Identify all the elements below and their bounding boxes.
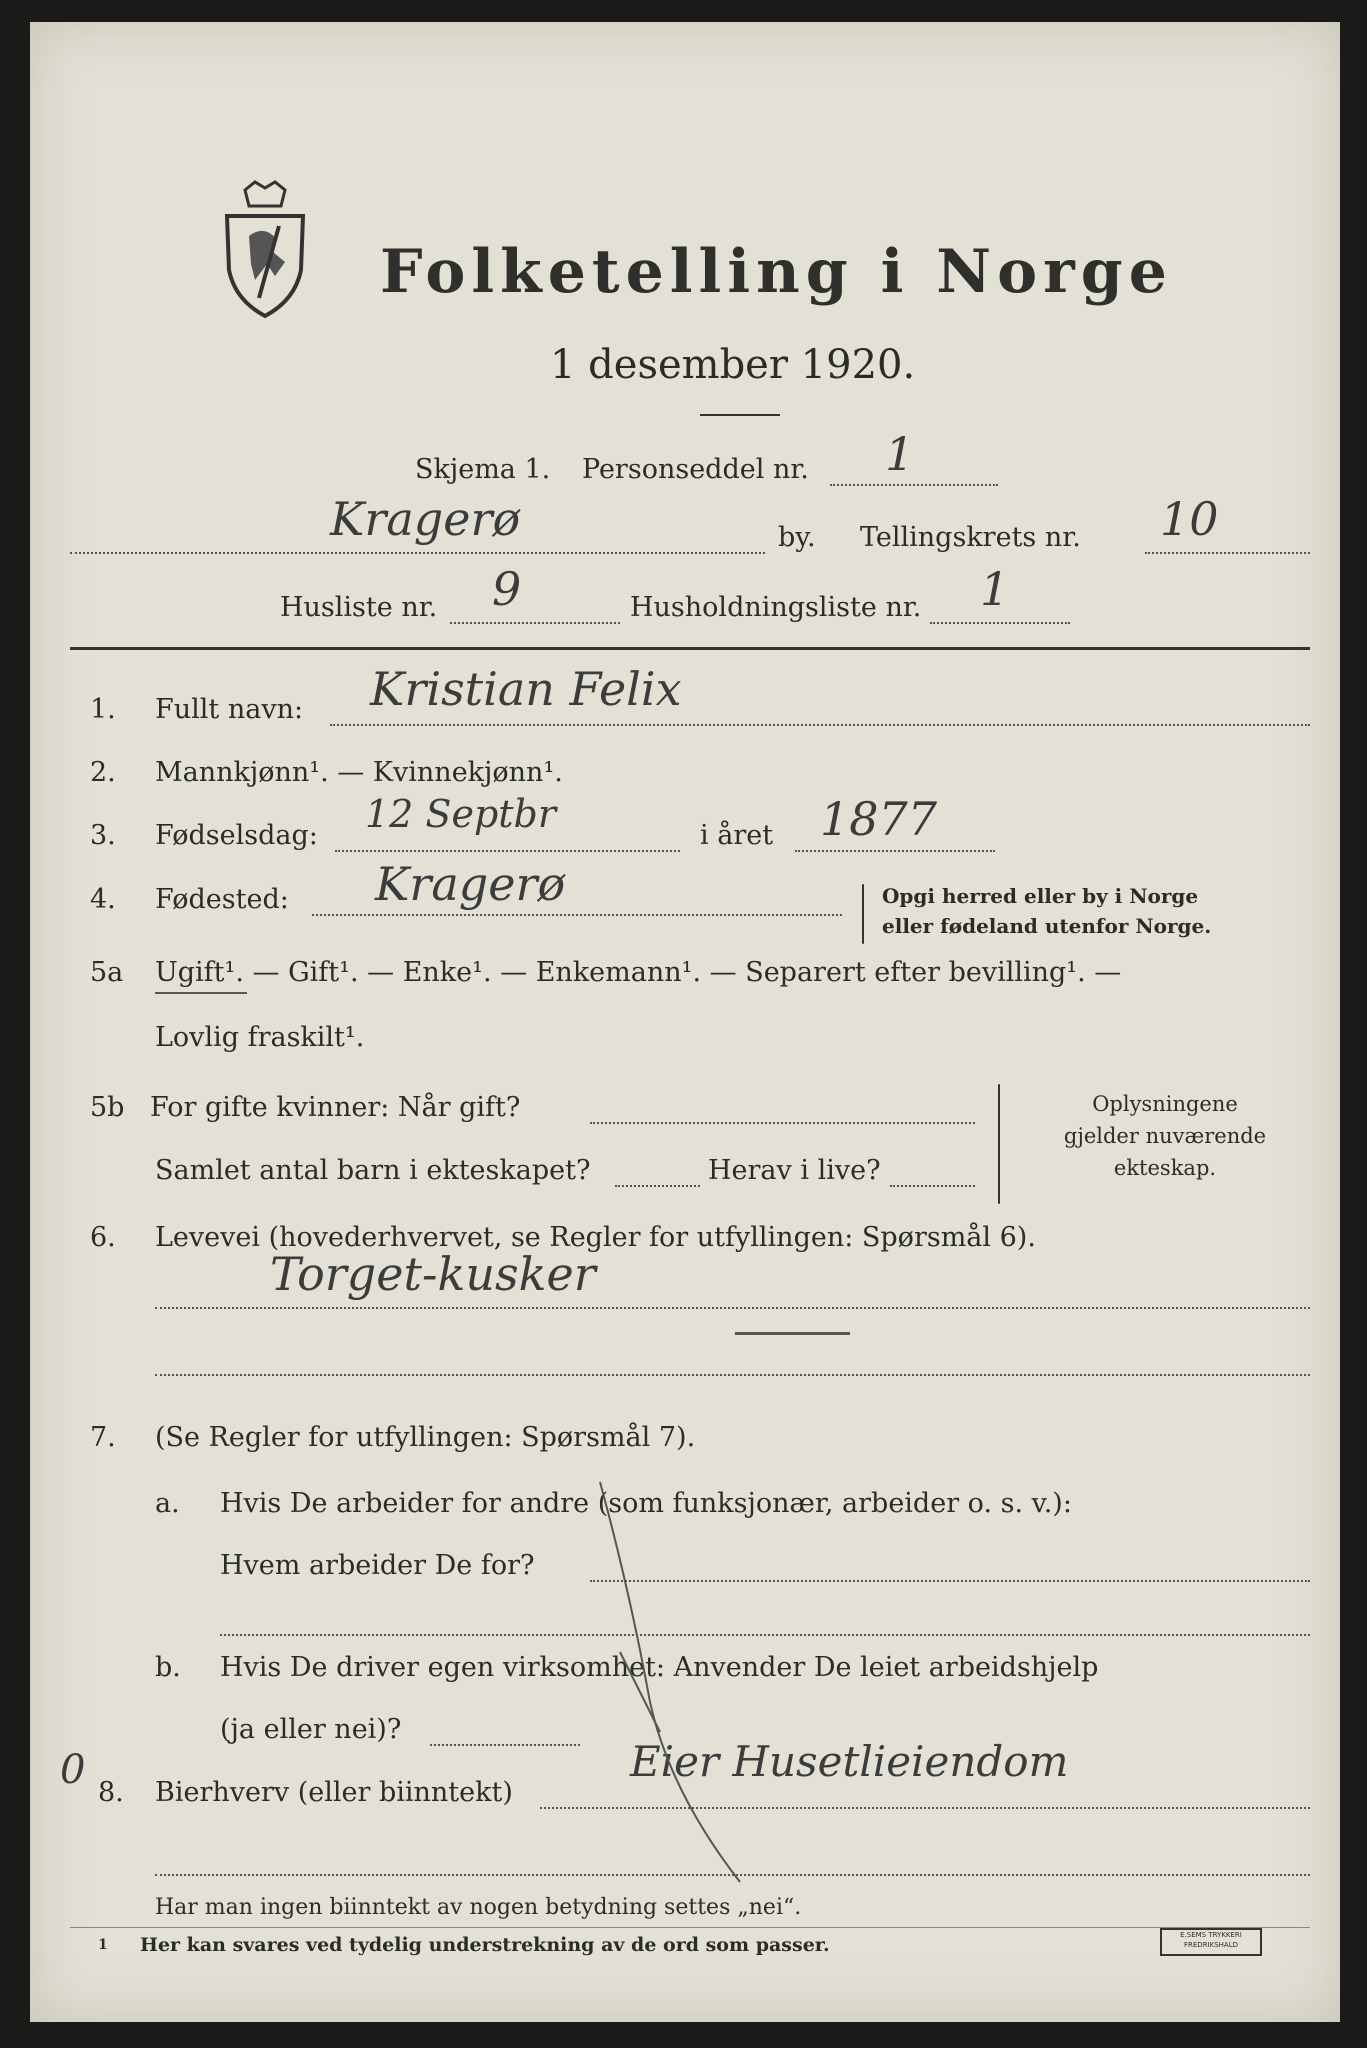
footnote-text: Her kan svares ved tydelig understrekning av de ord som passer. xyxy=(140,1934,830,1956)
q5b-label-1: For gifte kvinner: Når gift? xyxy=(150,1092,521,1123)
q3-number: 3. xyxy=(90,820,116,851)
q7b-letter: b. xyxy=(155,1652,181,1683)
q4-note-1: Opgi herred eller by i Norge xyxy=(882,884,1199,908)
q5b-note-3: ekteskap. xyxy=(1113,1156,1217,1180)
printer-stamp-line-1: E.SEMS TRYKKERI xyxy=(1180,1931,1242,1939)
q6-number: 6. xyxy=(90,1222,116,1253)
q4-number: 4. xyxy=(90,884,116,915)
q3-line xyxy=(335,850,680,852)
q8-number: 8. xyxy=(98,1777,124,1808)
q4-label: Fødested: xyxy=(155,884,289,915)
q3-year-value[interactable]: 1877 xyxy=(820,792,938,846)
city-value[interactable]: Kragerø xyxy=(330,492,521,546)
tellingskrets-label: Tellingskrets nr. xyxy=(860,522,1081,553)
q8-label: Bierhverv (eller biinntekt) xyxy=(155,1777,513,1808)
header-rule xyxy=(70,647,1310,650)
coat-of-arms-icon xyxy=(215,180,315,320)
q6-line-2 xyxy=(155,1374,1310,1376)
form-date: 1 desember 1920. xyxy=(550,342,916,388)
city-line xyxy=(70,552,765,554)
q5b-note-1: Oplysningene xyxy=(1092,1092,1238,1116)
q5b-children-line[interactable] xyxy=(615,1185,700,1187)
q1-value[interactable]: Kristian Felix xyxy=(370,662,682,716)
husholdning-line xyxy=(930,622,1070,624)
q3-year-label: i året xyxy=(700,820,774,851)
q5b-number: 5b xyxy=(90,1092,125,1123)
husliste-label: Husliste nr. xyxy=(280,592,438,623)
q7a-letter: a. xyxy=(155,1488,180,1519)
by-label: by. xyxy=(778,522,816,553)
printer-stamp-line-2: FREDRIKSHALD xyxy=(1183,1941,1238,1949)
q1-label: Fullt navn: xyxy=(155,694,304,725)
q1-number: 1. xyxy=(90,694,116,725)
q4-value[interactable]: Kragerø xyxy=(375,857,566,911)
footnote-marker: 1 xyxy=(98,1937,108,1953)
q6-underline-mark xyxy=(735,1332,850,1335)
crossout-stroke xyxy=(590,1472,770,1892)
q4-note-2: eller fødeland utenfor Norge. xyxy=(882,914,1212,938)
q5b-when-line[interactable] xyxy=(590,1122,975,1124)
husholdning-value[interactable]: 1 xyxy=(980,562,1010,616)
printer-stamp xyxy=(1160,1928,1262,1956)
q5b-label-2: Samlet antal barn i ekteskapet? xyxy=(155,1155,591,1186)
q3-label: Fødselsdag: xyxy=(155,820,318,851)
personseddel-line xyxy=(830,484,998,486)
husliste-line xyxy=(450,622,620,624)
q5b-brace xyxy=(998,1084,1000,1204)
q2-label: Mannkjønn¹. — Kvinnekjønn¹. xyxy=(155,757,563,788)
q5b-note-2: gjelder nuværende xyxy=(1063,1124,1267,1148)
q8-note: Har man ingen biinntekt av nogen betydning settes „nei“. xyxy=(155,1895,802,1920)
q5a-label-2: Lovlig fraskilt¹. xyxy=(155,1022,365,1053)
tellingskrets-value[interactable]: 10 xyxy=(1160,492,1219,546)
q7b-line-1: Hvis De driver egen virksomhet: Anvender De leiet arbeidshjelp xyxy=(220,1652,1099,1683)
tellingskrets-line xyxy=(1145,552,1310,554)
q8-margin-mark: 0 xyxy=(60,1747,86,1793)
q5a-label-1: Ugift¹. — Gift¹. — Enke¹. — Enkemann¹. — Separert efter bevilling¹. — xyxy=(155,957,1122,988)
q7-number: 7. xyxy=(90,1422,116,1453)
q4-brace xyxy=(862,884,864,944)
husholdning-label: Husholdningsliste nr. xyxy=(630,592,922,623)
title-divider xyxy=(700,414,780,416)
q5a-number: 5a xyxy=(90,957,124,988)
q7b-answer-line[interactable] xyxy=(430,1744,580,1746)
census-form-sheet xyxy=(30,22,1340,2022)
skjema-label: Skjema 1. xyxy=(415,454,551,485)
q7a-line-2: Hvem arbeider De for? xyxy=(220,1550,535,1581)
q6-value[interactable]: Torget-kusker xyxy=(270,1247,596,1301)
q6-line-1 xyxy=(155,1307,1310,1309)
q7a-line-1: Hvis De arbeider for andre (som funksjonær, arbeider o. s. v.): xyxy=(220,1488,1072,1519)
personseddel-label: Personseddel nr. xyxy=(582,454,809,485)
q1-line xyxy=(330,724,1310,726)
footnote-rule xyxy=(70,1927,1310,1928)
q2-number: 2. xyxy=(90,757,116,788)
q5b-alive-line[interactable] xyxy=(890,1185,975,1187)
form-title: Folketelling i Norge xyxy=(380,237,1173,307)
q7-label: (Se Regler for utfyllingen: Spørsmål 7). xyxy=(155,1422,696,1453)
q8-value[interactable]: Eier Husetlieiendom xyxy=(630,1737,1069,1786)
q3-value[interactable]: 12 Septbr xyxy=(365,792,557,836)
q6-label: Levevei (hovederhvervet, se Regler for utfyllingen: Spørsmål 6). xyxy=(155,1222,1036,1253)
q7b-line-2: (ja eller nei)? xyxy=(220,1714,402,1745)
q4-line xyxy=(312,914,842,916)
husliste-value[interactable]: 9 xyxy=(492,562,522,616)
q5a-ugift-underline[interactable] xyxy=(155,992,247,994)
q3-year-line xyxy=(795,850,995,852)
personseddel-value[interactable]: 1 xyxy=(885,427,915,481)
q5b-label-3: Herav i live? xyxy=(708,1155,881,1186)
